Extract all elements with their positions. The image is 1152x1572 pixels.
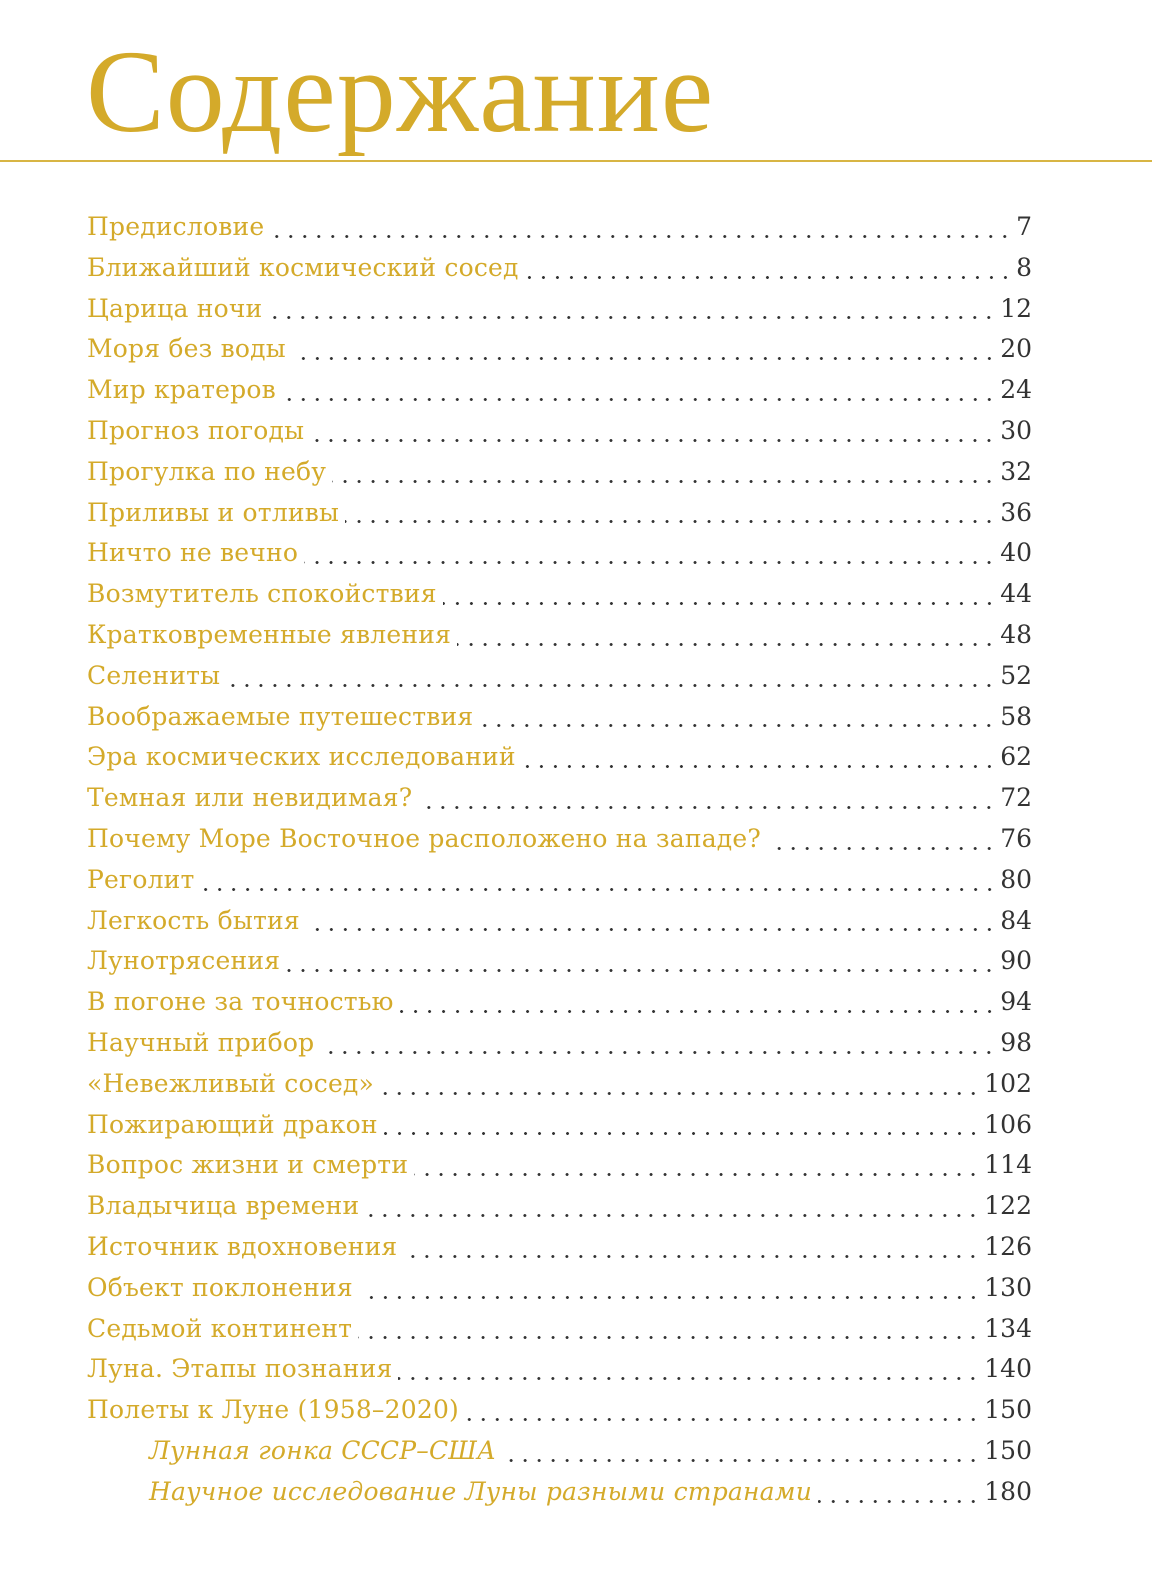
- toc-entry[interactable]: [87, 493, 1032, 534]
- toc-page-number: 126: [984, 1231, 1032, 1261]
- toc-entry[interactable]: [87, 370, 1032, 411]
- toc-entry[interactable]: [87, 248, 1032, 289]
- toc-entry-title: Приливы и отливы: [87, 497, 340, 527]
- toc-entry[interactable]: [87, 982, 1032, 1023]
- dot-leader: [365, 1214, 980, 1217]
- toc-entry[interactable]: [87, 452, 1032, 493]
- dot-leader: [522, 765, 996, 768]
- toc-page-number: 32: [1000, 456, 1032, 486]
- dot-leader: [457, 643, 996, 646]
- toc-entry[interactable]: [87, 1309, 1032, 1350]
- toc-page-number: 40: [1000, 538, 1032, 568]
- toc-entry-title: Прогноз погоды: [87, 415, 305, 445]
- dot-leader: [201, 888, 997, 891]
- toc-entry-title: Ничто не вечно: [87, 538, 299, 568]
- dot-leader: [270, 235, 1012, 238]
- toc-entry[interactable]: [87, 737, 1032, 778]
- toc-page-number: 30: [1000, 415, 1032, 445]
- toc-entry[interactable]: [87, 1227, 1032, 1268]
- toc-entry[interactable]: [87, 819, 1032, 860]
- toc-subentry[interactable]: [87, 1431, 1032, 1472]
- toc-entry-title: Пожирающий дракон: [87, 1109, 378, 1139]
- toc-entry[interactable]: [87, 1064, 1032, 1105]
- toc-page-number: 12: [1000, 293, 1032, 323]
- toc-entry[interactable]: [87, 901, 1032, 942]
- toc-entry-title: Предисловие: [87, 212, 265, 241]
- toc-entry[interactable]: [87, 1105, 1032, 1146]
- toc-page-number: 114: [984, 1150, 1032, 1180]
- toc-page-number: 130: [984, 1272, 1032, 1302]
- toc-entry[interactable]: [87, 1186, 1032, 1227]
- dot-leader: [310, 439, 996, 442]
- toc-page-number: 106: [984, 1109, 1032, 1139]
- toc-page-number: 36: [1000, 497, 1032, 527]
- toc-page-number: 24: [1000, 375, 1032, 405]
- toc-entry[interactable]: [87, 656, 1032, 697]
- toc-page-number: 180: [984, 1476, 1032, 1506]
- toc-entry[interactable]: [87, 1390, 1032, 1431]
- toc-entry[interactable]: [87, 329, 1032, 370]
- toc-entry-title: Научное исследование Луны разными странами: [149, 1476, 813, 1506]
- toc-entry-title: Полеты к Луне (1958–2020): [87, 1395, 460, 1425]
- toc-page-number: 150: [984, 1395, 1032, 1425]
- toc-entry-title: Лунная гонка СССР–США: [149, 1435, 497, 1465]
- toc-entry-title: Селениты: [87, 660, 221, 690]
- toc-entry[interactable]: [87, 778, 1032, 819]
- toc-page-number: 62: [1000, 742, 1032, 772]
- toc-subentry[interactable]: [87, 1472, 1032, 1513]
- toc-page-number: 20: [1000, 334, 1032, 364]
- toc-entry-title: Вопрос жизни и смерти: [87, 1150, 409, 1180]
- toc-entry[interactable]: [87, 1023, 1032, 1064]
- dot-leader: [403, 1255, 980, 1258]
- page-title: Содержание: [86, 26, 715, 157]
- dot-leader: [306, 928, 996, 931]
- toc-entry-title: Ближайший космический сосед: [87, 252, 519, 282]
- toc-page-number: 8: [1016, 252, 1032, 282]
- title-divider: [0, 160, 1152, 162]
- dot-leader: [384, 1132, 981, 1135]
- toc-entry[interactable]: [87, 574, 1032, 615]
- toc-page-number: 76: [1000, 823, 1032, 853]
- table-of-contents: [87, 207, 1032, 1513]
- toc-page-number: 7: [1016, 212, 1032, 241]
- toc-page-number: 48: [1000, 619, 1032, 649]
- dot-leader: [345, 520, 996, 523]
- toc-entry-title: Темная или невидимая?: [87, 783, 413, 813]
- dot-leader: [292, 357, 996, 360]
- dot-leader: [818, 1500, 980, 1503]
- dot-leader: [502, 1459, 980, 1462]
- toc-entry[interactable]: [87, 615, 1032, 656]
- dot-leader: [443, 602, 996, 605]
- dot-leader: [282, 398, 996, 401]
- dot-leader: [465, 1418, 980, 1421]
- toc-page-number: 122: [984, 1191, 1032, 1221]
- dot-leader: [358, 1336, 980, 1339]
- dot-leader: [304, 561, 996, 564]
- dot-leader: [400, 1010, 997, 1013]
- toc-entry-title: Научный прибор: [87, 1027, 315, 1057]
- toc-entry-title: В погоне за точностью: [87, 987, 394, 1017]
- toc-page-number: 58: [1000, 701, 1032, 731]
- toc-entry-title: Источник вдохновения: [87, 1231, 398, 1261]
- toc-page-number: 94: [1000, 987, 1032, 1017]
- toc-entry-title: Воображаемые путешествия: [87, 701, 474, 731]
- toc-page-number: 72: [1000, 783, 1032, 813]
- dot-leader: [525, 276, 1012, 279]
- toc-entry-title: Возмутитель спокойствия: [87, 579, 437, 609]
- toc-page-number: 84: [1000, 905, 1032, 935]
- toc-entry-title: Легкость бытия: [87, 905, 300, 935]
- toc-entry-title: Реголит: [87, 864, 195, 894]
- toc-entry-title: Седьмой континент: [87, 1313, 353, 1343]
- dot-leader: [414, 1173, 980, 1176]
- toc-entry-title: Объект поклонения: [87, 1272, 353, 1302]
- dot-leader: [398, 1377, 980, 1380]
- toc-entry-title: «Невежливый сосед»: [87, 1068, 375, 1098]
- toc-entry-title: Лунотрясения: [87, 946, 281, 976]
- dot-leader: [226, 684, 996, 687]
- toc-page-number: 90: [1000, 946, 1032, 976]
- toc-entry[interactable]: [87, 860, 1032, 901]
- toc-page-number: 134: [984, 1313, 1032, 1343]
- dot-leader: [320, 1051, 996, 1054]
- toc-entry[interactable]: [87, 697, 1032, 738]
- toc-page-number: 52: [1000, 660, 1032, 690]
- toc-entry-title: Царица ночи: [87, 293, 263, 323]
- toc-entry[interactable]: [87, 1349, 1032, 1390]
- toc-entry[interactable]: [87, 1145, 1032, 1186]
- dot-leader: [380, 1092, 980, 1095]
- toc-entry-title: Прогулка по небу: [87, 456, 327, 486]
- dot-leader: [332, 480, 996, 483]
- dot-leader: [359, 1296, 980, 1299]
- toc-entry[interactable]: [87, 533, 1032, 574]
- toc-page-number: 140: [984, 1354, 1032, 1384]
- dot-leader: [268, 316, 996, 319]
- toc-entry-title: Моря без воды: [87, 334, 286, 364]
- toc-entry[interactable]: [87, 1268, 1032, 1309]
- toc-entry-title: Владычица времени: [87, 1191, 360, 1221]
- toc-page-number: 44: [1000, 579, 1032, 609]
- toc-page-number: 102: [984, 1068, 1032, 1098]
- toc-entry[interactable]: [87, 289, 1032, 330]
- toc-entry-title: Кратковременные явления: [87, 619, 452, 649]
- toc-entry[interactable]: [87, 411, 1032, 452]
- dot-leader: [286, 969, 996, 972]
- toc-entry[interactable]: [87, 941, 1032, 982]
- dot-leader: [479, 724, 996, 727]
- toc-page-number: 150: [984, 1435, 1032, 1465]
- dot-leader: [767, 847, 996, 850]
- toc-entry-title: Эра космических исследований: [87, 742, 516, 772]
- toc-entry[interactable]: [87, 207, 1032, 248]
- toc-page-number: 98: [1000, 1027, 1032, 1057]
- toc-entry-title: Почему Море Восточное расположено на западе?: [87, 823, 761, 853]
- toc-entry-title: Мир кратеров: [87, 375, 276, 405]
- toc-page-number: 80: [1000, 864, 1032, 894]
- dot-leader: [418, 806, 996, 809]
- toc-entry-title: Луна. Этапы познания: [87, 1354, 393, 1384]
